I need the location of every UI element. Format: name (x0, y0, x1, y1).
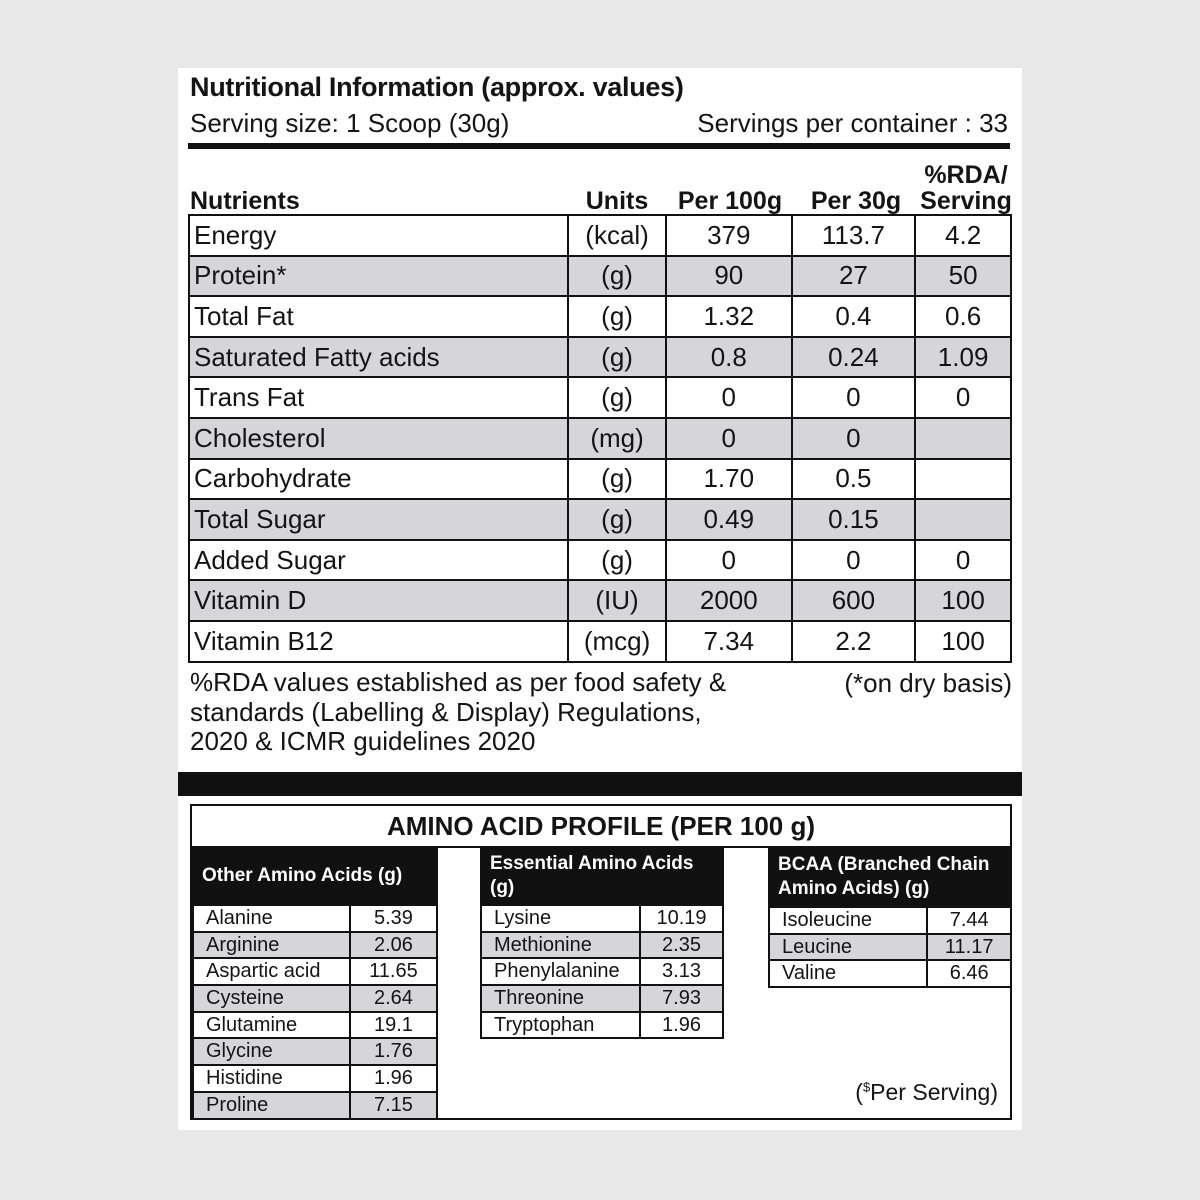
col-head-rda-line1: %RDA/ (924, 161, 1008, 189)
nutrient-per30g: 0.5 (792, 459, 916, 500)
per-serving-note (855, 1079, 998, 1106)
nutrient-row (189, 377, 1011, 418)
nutrient-per30g: 0.15 (792, 499, 916, 540)
nutrient-name: Total Fat (189, 296, 568, 337)
nutrient-per100g: 0.49 (666, 499, 792, 540)
nutrient-name: Energy (189, 215, 568, 256)
nutrient-per30g: 27 (792, 256, 916, 297)
amino-name: Valine (769, 960, 927, 987)
nutrient-row (189, 296, 1011, 337)
per-serving-symbol: $ (862, 1079, 871, 1095)
other-amino-header: Other Amino Acids (g) (192, 848, 438, 904)
nutrient-unit: (kcal) (568, 215, 666, 256)
nutrient-rda (915, 499, 1011, 540)
nutrient-per100g: 1.32 (666, 296, 792, 337)
nutrition-label-panel (178, 68, 1022, 1130)
amino-row (193, 1092, 437, 1119)
amino-name: Glutamine (193, 1012, 350, 1039)
amino-name: Cysteine (193, 985, 350, 1012)
amino-name: Glycine (193, 1038, 350, 1065)
nutrient-row (189, 418, 1011, 459)
amino-value: 11.17 (927, 934, 1011, 961)
amino-value: 7.44 (927, 907, 1011, 934)
amino-row (481, 905, 723, 932)
nutrient-rda: 50 (915, 256, 1011, 297)
footnote-line-1: %RDA values established as per food safety & (190, 667, 727, 697)
essential-amino-header: Essential Amino Acids (g) (480, 848, 724, 904)
nutrient-row (189, 580, 1011, 621)
nutrient-per100g: 2000 (666, 580, 792, 621)
amino-row (481, 1012, 723, 1039)
bcaa-header-line1: BCAA (Branched Chain (778, 854, 990, 875)
amino-value: 11.65 (350, 958, 437, 985)
amino-row (193, 958, 437, 985)
nutrient-per100g: 1.70 (666, 459, 792, 500)
amino-row (481, 958, 723, 985)
nutrient-rda: 4.2 (915, 215, 1011, 256)
rda-footnote (190, 668, 790, 757)
nutrient-unit: (g) (568, 296, 666, 337)
nutrient-per30g: 0.24 (792, 337, 916, 378)
nutrient-unit: (mcg) (568, 621, 666, 662)
bcaa-header-line2: Amino Acids) (g) (778, 878, 930, 899)
amino-value: 6.46 (927, 960, 1011, 987)
col-head-nutrients: Nutrients (190, 187, 300, 215)
amino-row (193, 1012, 437, 1039)
other-amino-table (192, 904, 438, 1120)
col-head-rda-line2: Serving (920, 187, 1012, 215)
amino-row (769, 907, 1011, 934)
amino-value: 19.1 (350, 1012, 437, 1039)
nutrient-per100g: 7.34 (666, 621, 792, 662)
amino-name: Isoleucine (769, 907, 927, 934)
nutrient-per30g: 0 (792, 377, 916, 418)
nutrient-row (189, 337, 1011, 378)
nutrient-per100g: 90 (666, 256, 792, 297)
amino-row (193, 1065, 437, 1092)
amino-row (769, 934, 1011, 961)
nutrient-per30g: 113.7 (792, 215, 916, 256)
per-serving-open: ( (855, 1079, 863, 1105)
nutrient-per100g: 0 (666, 418, 792, 459)
amino-name: Histidine (193, 1065, 350, 1092)
amino-name: Tryptophan (481, 1012, 640, 1039)
amino-value: 7.93 (640, 985, 723, 1012)
nutrient-rda: 100 (915, 621, 1011, 662)
nutrient-row (189, 540, 1011, 581)
col-head-per30: Per 30g (810, 187, 902, 215)
amino-row (481, 932, 723, 959)
amino-name: Aspartic acid (193, 958, 350, 985)
bcaa-header (768, 848, 1012, 906)
nutrient-per30g: 2.2 (792, 621, 916, 662)
nutrient-name: Total Sugar (189, 499, 568, 540)
amino-row (193, 932, 437, 959)
footnote-line-3: 2020 & ICMR guidelines 2020 (190, 726, 536, 756)
essential-amino-table (480, 904, 724, 1039)
nutrient-unit: (g) (568, 337, 666, 378)
amino-row (481, 985, 723, 1012)
amino-row (769, 960, 1011, 987)
other-amino-block (192, 848, 438, 1120)
nutrient-name: Carbohydrate (189, 459, 568, 500)
servings-per-container: Servings per container : 33 (697, 108, 1008, 138)
amino-title: AMINO ACID PROFILE (PER 100 g) (192, 806, 1010, 848)
label-title: Nutritional Information (approx. values) (190, 72, 684, 102)
nutrient-name: Saturated Fatty acids (189, 337, 568, 378)
nutrient-name: Cholesterol (189, 418, 568, 459)
bcaa-table (768, 906, 1012, 988)
nutrient-row (189, 499, 1011, 540)
amino-value: 2.06 (350, 932, 437, 959)
nutrient-row (189, 215, 1011, 256)
amino-name: Lysine (481, 905, 640, 932)
amino-value: 1.96 (640, 1012, 723, 1039)
amino-value: 10.19 (640, 905, 723, 932)
amino-acid-profile (190, 804, 1012, 1120)
nutrient-rda (915, 459, 1011, 500)
nutrient-row (189, 621, 1011, 662)
nutrient-per30g: 0.4 (792, 296, 916, 337)
nutrient-rda: 0 (915, 377, 1011, 418)
amino-name: Alanine (193, 905, 350, 932)
amino-name: Methionine (481, 932, 640, 959)
amino-name: Arginine (193, 932, 350, 959)
nutrient-unit: (g) (568, 459, 666, 500)
per-serving-text: Per Serving) (870, 1079, 998, 1105)
bcaa-block (768, 848, 1012, 988)
nutrient-unit: (g) (568, 540, 666, 581)
nutrient-name: Vitamin B12 (189, 621, 568, 662)
nutrient-unit: (g) (568, 499, 666, 540)
nutrient-row (189, 256, 1011, 297)
essential-amino-block (480, 848, 724, 1039)
dry-basis-note: (*on dry basis) (844, 668, 1012, 698)
nutrient-rda: 0.6 (915, 296, 1011, 337)
nutrient-unit: (IU) (568, 580, 666, 621)
section-divider-bar (178, 772, 1022, 796)
col-head-units: Units (585, 187, 649, 215)
nutrient-table (188, 214, 1012, 663)
nutrient-unit: (mg) (568, 418, 666, 459)
amino-name: Phenylalanine (481, 958, 640, 985)
nutrient-unit: (g) (568, 256, 666, 297)
amino-value: 5.39 (350, 905, 437, 932)
nutrient-name: Protein* (189, 256, 568, 297)
nutrient-per30g: 0 (792, 540, 916, 581)
amino-value: 2.35 (640, 932, 723, 959)
nutrient-per30g: 0 (792, 418, 916, 459)
nutrient-row (189, 459, 1011, 500)
col-head-per100: Per 100g (677, 187, 783, 215)
nutrient-per100g: 0.8 (666, 337, 792, 378)
amino-name: Threonine (481, 985, 640, 1012)
amino-row (193, 905, 437, 932)
nutrient-per30g: 600 (792, 580, 916, 621)
amino-name: Leucine (769, 934, 927, 961)
header-divider (188, 143, 1010, 149)
footnote-line-2: standards (Labelling & Display) Regulations, (190, 696, 702, 727)
nutrient-name: Added Sugar (189, 540, 568, 581)
nutrient-per100g: 379 (666, 215, 792, 256)
amino-name: Proline (193, 1092, 350, 1119)
nutrient-rda: 0 (915, 540, 1011, 581)
nutrient-rda (915, 418, 1011, 459)
nutrient-per100g: 0 (666, 540, 792, 581)
nutrient-per100g: 0 (666, 377, 792, 418)
nutrient-name: Vitamin D (189, 580, 568, 621)
serving-size: Serving size: 1 Scoop (30g) (190, 108, 510, 138)
amino-value: 2.64 (350, 985, 437, 1012)
amino-value: 7.15 (350, 1092, 437, 1119)
amino-value: 1.76 (350, 1038, 437, 1065)
amino-row (193, 1038, 437, 1065)
col-head-rda (918, 154, 1014, 214)
nutrient-name: Trans Fat (189, 377, 568, 418)
nutrient-unit: (g) (568, 377, 666, 418)
amino-value: 3.13 (640, 958, 723, 985)
nutrient-rda: 100 (915, 580, 1011, 621)
nutrient-rda: 1.09 (915, 337, 1011, 378)
amino-row (193, 985, 437, 1012)
amino-value: 1.96 (350, 1065, 437, 1092)
